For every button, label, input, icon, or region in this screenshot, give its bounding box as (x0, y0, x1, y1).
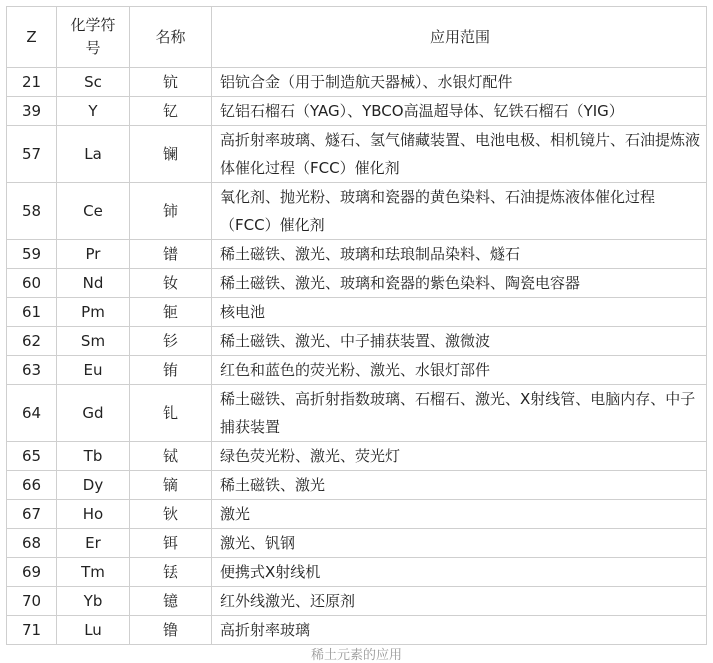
table-body (7, 68, 707, 645)
cell-application: 高折射率玻璃 (212, 616, 707, 645)
table-caption: 稀土元素的应用 (310, 648, 402, 663)
cell-z: 61 (7, 298, 57, 327)
cell-symbol: Sm (57, 327, 130, 356)
cell-symbol: Pr (57, 240, 130, 269)
cell-symbol: Sc (57, 68, 130, 97)
table-row (7, 442, 707, 471)
cell-application: 便携式X射线机 (212, 558, 707, 587)
cell-symbol: Nd (57, 269, 130, 298)
cell-symbol: Lu (57, 616, 130, 645)
header-application: 应用范围 (212, 7, 707, 68)
table-row (7, 298, 707, 327)
cell-z: 66 (7, 471, 57, 500)
cell-symbol: Y (57, 97, 130, 126)
table-row (7, 356, 707, 385)
cell-application: 激光 (212, 500, 707, 529)
cell-name: 铈 (130, 183, 212, 240)
cell-application: 绿色荧光粉、激光、荧光灯 (212, 442, 707, 471)
table-row (7, 385, 707, 442)
table-row (7, 240, 707, 269)
cell-application: 钇铝石榴石（YAG）、YBCO高温超导体、钇铁石榴石（YIG） (212, 97, 707, 126)
cell-name: 钪 (130, 68, 212, 97)
header-symbol-text: 化学符号 (70, 16, 116, 57)
cell-application: 稀土磁铁、激光、玻璃和珐琅制品染料、燧石 (212, 240, 707, 269)
cell-name: 钇 (130, 97, 212, 126)
cell-application: 铝钪合金（用于制造航天器械）、水银灯配件 (212, 68, 707, 97)
cell-symbol: Ce (57, 183, 130, 240)
table-row (7, 529, 707, 558)
table-row (7, 558, 707, 587)
cell-application: 氧化剂、抛光粉、玻璃和瓷器的黄色染料、石油提炼液体催化过程（FCC）催化剂 (212, 183, 707, 240)
cell-name: 铽 (130, 442, 212, 471)
cell-symbol: Er (57, 529, 130, 558)
cell-name: 钷 (130, 298, 212, 327)
table-header-row (7, 7, 707, 68)
table-row (7, 269, 707, 298)
cell-z: 59 (7, 240, 57, 269)
table-row (7, 587, 707, 616)
cell-name: 镱 (130, 587, 212, 616)
cell-z: 71 (7, 616, 57, 645)
cell-name: 铥 (130, 558, 212, 587)
cell-application: 稀土磁铁、激光、中子捕获装置、激微波 (212, 327, 707, 356)
cell-symbol: La (57, 126, 130, 183)
cell-name: 钕 (130, 269, 212, 298)
cell-name: 钬 (130, 500, 212, 529)
table-row (7, 68, 707, 97)
table-row (7, 616, 707, 645)
cell-name: 镧 (130, 126, 212, 183)
cell-name: 钐 (130, 327, 212, 356)
cell-application: 稀土磁铁、激光 (212, 471, 707, 500)
cell-name: 镝 (130, 471, 212, 500)
cell-name: 镥 (130, 616, 212, 645)
cell-application: 高折射率玻璃、燧石、氢气储藏装置、电池电极、相机镜片、石油提炼液体催化过程（FCC）催化剂 (212, 126, 707, 183)
cell-z: 21 (7, 68, 57, 97)
cell-z: 57 (7, 126, 57, 183)
header-name: 名称 (130, 7, 212, 68)
cell-z: 67 (7, 500, 57, 529)
cell-name: 镨 (130, 240, 212, 269)
rare-earth-table-container (6, 6, 707, 645)
cell-z: 63 (7, 356, 57, 385)
cell-symbol: Gd (57, 385, 130, 442)
cell-symbol: Pm (57, 298, 130, 327)
cell-name: 铕 (130, 356, 212, 385)
cell-symbol: Ho (57, 500, 130, 529)
header-z: Z (7, 7, 57, 68)
cell-application: 激光、钒钢 (212, 529, 707, 558)
table-row (7, 126, 707, 183)
cell-application: 核电池 (212, 298, 707, 327)
cell-application: 红外线激光、还原剂 (212, 587, 707, 616)
rare-earth-table (6, 6, 707, 645)
table-row (7, 500, 707, 529)
cell-symbol: Dy (57, 471, 130, 500)
cell-z: 60 (7, 269, 57, 298)
cell-z: 65 (7, 442, 57, 471)
table-row (7, 471, 707, 500)
cell-application: 稀土磁铁、激光、玻璃和瓷器的紫色染料、陶瓷电容器 (212, 269, 707, 298)
cell-symbol: Tm (57, 558, 130, 587)
cell-symbol: Tb (57, 442, 130, 471)
cell-z: 62 (7, 327, 57, 356)
cell-application: 红色和蓝色的荧光粉、激光、水银灯部件 (212, 356, 707, 385)
cell-z: 58 (7, 183, 57, 240)
cell-z: 39 (7, 97, 57, 126)
cell-name: 钆 (130, 385, 212, 442)
cell-z: 70 (7, 587, 57, 616)
cell-application: 稀土磁铁、高折射指数玻璃、石榴石、激光、X射线管、电脑内存、中子捕获装置 (212, 385, 707, 442)
cell-z: 69 (7, 558, 57, 587)
cell-z: 68 (7, 529, 57, 558)
cell-name: 铒 (130, 529, 212, 558)
cell-z: 64 (7, 385, 57, 442)
table-row (7, 183, 707, 240)
cell-symbol: Yb (57, 587, 130, 616)
cell-symbol: Eu (57, 356, 130, 385)
header-symbol (57, 7, 130, 68)
table-row (7, 327, 707, 356)
table-row (7, 97, 707, 126)
